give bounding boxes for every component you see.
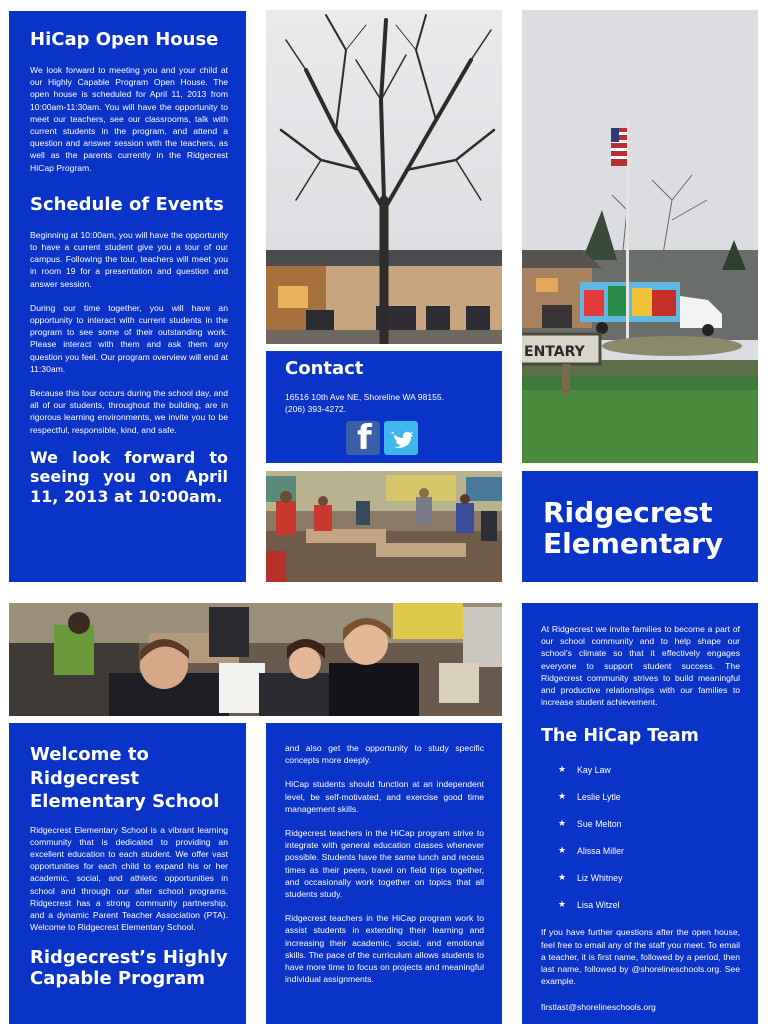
star-icon: ★	[558, 818, 567, 829]
team-member	[541, 783, 740, 810]
star-icon: ★	[558, 845, 567, 856]
team-member-name: Liz Whitney	[577, 872, 623, 883]
welcome-title: Welcome to Ridgecrest Elementary School	[30, 744, 220, 812]
tree-building-photo	[266, 10, 502, 344]
email-example[interactable]: firstlast@shorelineschools.org	[541, 1002, 656, 1013]
team-outro: If you have further questions after the open house, feel free to email any of the staff you meet. To email a teacher, it is first name, followed by a period, then last name, followed by @shorelineschools.org. See example.	[541, 927, 740, 987]
sign-text: ENTARY	[524, 344, 585, 360]
schedule-paragraph-2: During our time together, you will have an opportunity to interact with current students in the program to see some of their outstanding work. Please interact with them and ask them any question you feel. Our program overview will end at 11:30am.	[30, 302, 228, 374]
team-member	[541, 756, 740, 783]
flagpole-photo	[522, 10, 758, 463]
students-reading-photo	[9, 603, 502, 716]
classroom-photo-small	[266, 471, 502, 582]
program-paragraph-1: and also get the opportunity to study specific concepts more deeply.	[285, 743, 484, 766]
schedule-paragraph-1: Beginning at 10:00am, you will have the opportunity to have a current student give you a tour of our campus. Following the tour, teachers will meet you in room 19 for a presentation and question and answer session.	[30, 229, 228, 289]
team-member-name: Leslie Lytle	[577, 791, 621, 802]
contact-title: Contact	[285, 358, 364, 379]
open-house-body: We look forward to meeting you and your child at our Highly Capable Program Open House. The open house is scheduled for April 11, 2013 from 10:00am-11:30am. You will have the opportunity to meet our teachers, see our classrooms, talk with current students in the program, and attend a question and answer session with the teachers, as well as the parents currently in the Ridgecrest HiCap Program.	[30, 65, 228, 173]
program-panel	[266, 723, 502, 1024]
team-member	[541, 891, 740, 918]
open-house-title: HiCap Open House	[30, 29, 219, 50]
facebook-icon[interactable]	[346, 418, 380, 458]
star-icon: ★	[558, 899, 567, 910]
team-member-name: Alissa Miller	[577, 845, 624, 856]
star-icon: ★	[558, 791, 567, 802]
team-title: The HiCap Team	[541, 726, 699, 747]
team-member	[541, 837, 740, 864]
program-title: Ridgecrest’s Highly Capable Program	[30, 947, 228, 990]
schedule-paragraph-3: Because this tour occurs during the school day, and all of our students, throughout the building, are in rigorous learning environments, we invite you to be respectful, responsible, kind, and safe.	[30, 388, 228, 435]
team-member-name: Sue Melton	[577, 818, 622, 829]
cover-title-line-2: Elementary	[543, 527, 724, 560]
program-paragraph-2: HiCap students should function at an independent level, be self-motivated, and exercise good time management skills.	[285, 779, 484, 814]
team-member-name: Kay Law	[577, 764, 611, 775]
team-member	[541, 864, 740, 891]
team-intro: At Ridgecrest we invite families to become a part of our school community and to help shape our school’s climate so that it effectively engages everyone to support student success. The Ridgecrest community strives to build meaningful and productive relationships with our families to increase student achievement.	[541, 624, 740, 708]
program-paragraph-3: Ridgecrest teachers in the HiCap program strive to integrate with general education classes whenever possible. Students have the same lunch and recess times as their peers, travel on field trips together, and occasionally work together on topics that all students study.	[285, 828, 484, 900]
team-panel	[522, 603, 758, 1024]
contact-panel	[266, 351, 502, 463]
welcome-panel	[9, 723, 246, 1024]
contact-phone: (206) 393-4272.	[285, 404, 347, 415]
twitter-icon[interactable]	[384, 421, 418, 455]
program-paragraph-4: Ridgecrest teachers in the HiCap program work to assist students in extending their learning and increasing their academic, social, and emotional skills. The pace of the curriculum allows students to have more time to focus on projects and meaningful individual assignments.	[285, 913, 484, 985]
cover-title-panel	[522, 471, 758, 582]
closing-message: We look forward to seeing you on April 11, 2013 at 10:00am.	[30, 447, 228, 506]
open-house-panel	[9, 11, 246, 582]
welcome-body: Ridgecrest Elementary School is a vibrant learning community that is dedicated to providing an excellent education to each student. We offer vast opportunities for each child to expand his or her academic, social, and athletic opportunities in school and through our after school programs. Ridgecrest has a strong community partnership, and a dynamic Parent Teacher Association (PTA). Welcome to Ridgecrest Elementary School.	[30, 824, 228, 933]
team-member	[541, 810, 740, 837]
team-member-list	[541, 756, 740, 918]
contact-address: 16516 10th Ave NE, Shoreline WA 98155.	[285, 392, 445, 402]
cover-title-line-1: Ridgecrest	[543, 496, 713, 529]
facebook-letter: f	[357, 418, 372, 458]
schedule-title: Schedule of Events	[30, 193, 224, 215]
star-icon: ★	[558, 764, 567, 775]
team-member-name: Lisa Witzel	[577, 899, 620, 910]
star-icon: ★	[558, 872, 567, 883]
